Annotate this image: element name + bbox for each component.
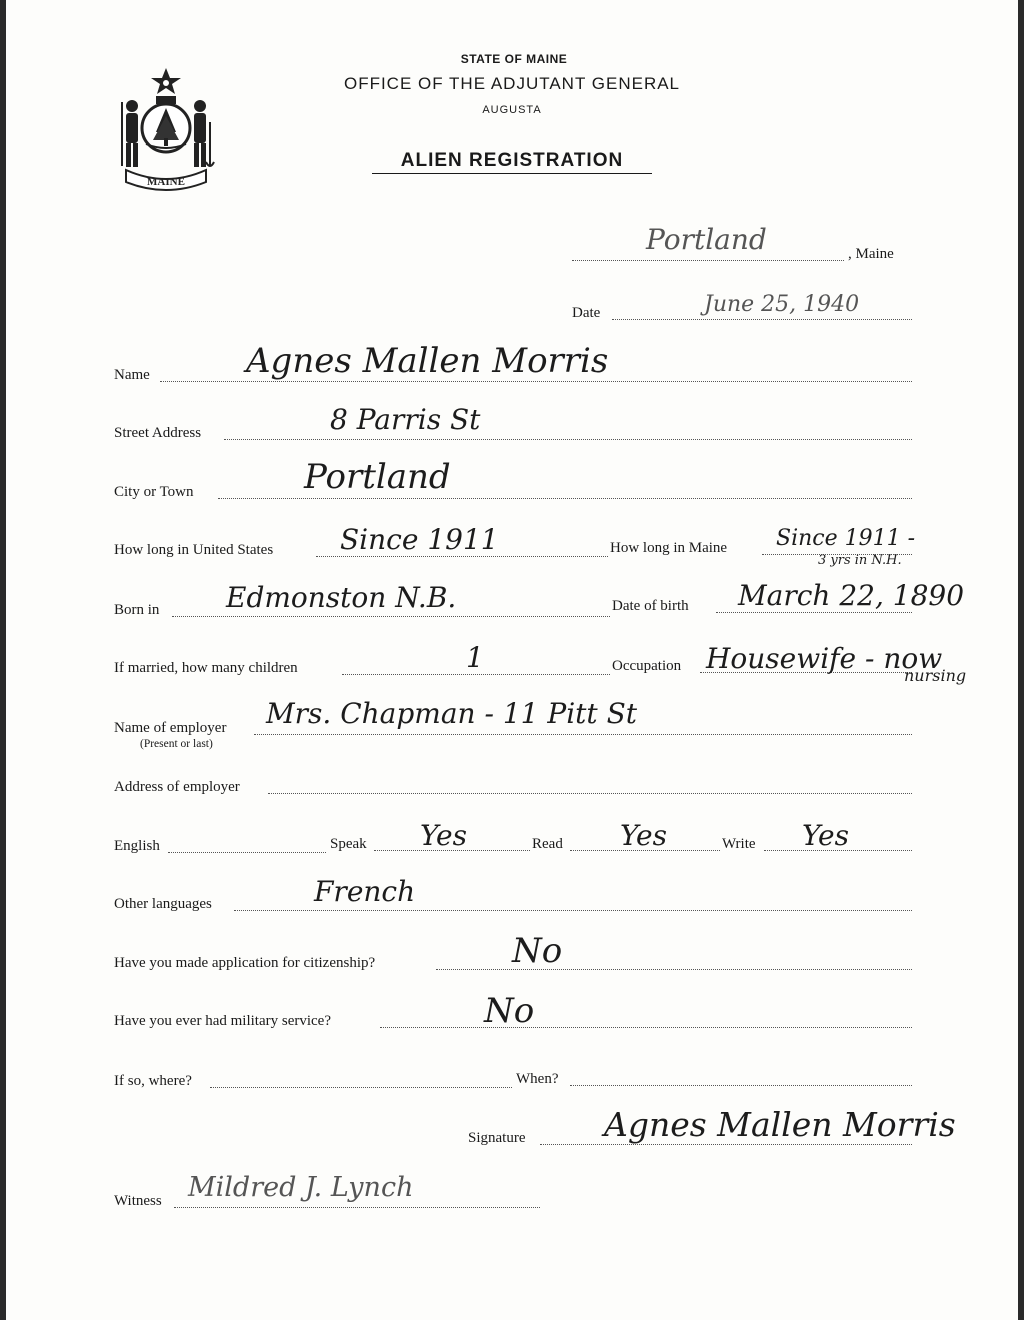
other-languages-label: Other languages — [114, 896, 212, 912]
employer-note: (Present or last) — [140, 738, 213, 750]
if-so-where-label: If so, where? — [114, 1073, 192, 1089]
citizenship-value: No — [512, 931, 563, 971]
occupation-note: nursing — [904, 666, 967, 685]
town-line — [572, 260, 844, 261]
when-label: When? — [516, 1071, 559, 1087]
witness-value: Mildred J. Lynch — [188, 1172, 414, 1203]
header-state: STATE OF MAINE — [460, 52, 568, 66]
street-address-line — [224, 439, 912, 440]
military-label: Have you ever had military service? — [114, 1013, 331, 1029]
born-in-line — [172, 616, 610, 617]
header-office: OFFICE OF THE ADJUTANT GENERAL — [343, 74, 681, 93]
military-line — [380, 1027, 912, 1028]
speak-label: Speak — [330, 836, 367, 852]
when-line — [570, 1085, 912, 1086]
date-of-birth-value: March 22, 1890 — [738, 579, 965, 612]
name-value: Agnes Mallen Morris — [246, 341, 609, 381]
other-languages-line — [234, 910, 912, 911]
maine-suffix-label: , Maine — [848, 246, 894, 262]
born-in-value: Edmonston N.B. — [226, 581, 457, 614]
date-of-birth-line — [716, 612, 912, 613]
form-title: ALIEN REGISTRATION — [372, 150, 652, 174]
date-of-birth-label: Date of birth — [612, 598, 689, 614]
seal-ribbon-text: MAINE — [147, 176, 185, 188]
how-long-maine-label: How long in Maine — [610, 540, 728, 556]
other-languages-value: French — [314, 875, 416, 908]
employer-name-line — [254, 734, 912, 735]
city-line — [218, 498, 912, 499]
citizenship-line — [436, 969, 912, 970]
born-in-label: Born in — [114, 602, 160, 618]
how-long-us-line — [316, 556, 608, 557]
date-value: June 25, 1940 — [704, 292, 860, 317]
english-line — [168, 852, 326, 853]
speak-value: Yes — [420, 819, 467, 852]
witness-label: Witness — [114, 1193, 162, 1209]
how-long-maine-note: 3 yrs in N.H. — [818, 553, 902, 568]
signature-label: Signature — [468, 1130, 526, 1146]
header-city: AUGUSTA — [482, 104, 542, 116]
scan-edge-right — [1018, 0, 1024, 1320]
citizenship-label: Have you made application for citizenship? — [114, 955, 376, 971]
employer-address-label: Address of employer — [114, 779, 240, 795]
how-long-us-label: How long in United States — [114, 542, 274, 558]
military-value: No — [484, 991, 535, 1031]
scan-edge-left — [0, 0, 6, 1320]
employer-name-value: Mrs. Chapman - 11 Pitt St — [266, 697, 637, 730]
children-value: 1 — [466, 641, 484, 674]
employer-address-line — [268, 793, 912, 794]
how-long-us-value: Since 1911 — [340, 523, 499, 556]
children-label: If married, how many children — [114, 660, 298, 676]
date-line — [612, 319, 912, 320]
signature-line — [540, 1144, 912, 1145]
occupation-label: Occupation — [612, 658, 682, 674]
name-line — [160, 381, 912, 382]
write-value: Yes — [802, 819, 849, 852]
street-address-value: 8 Parris St — [330, 403, 481, 436]
name-label: Name — [114, 367, 150, 383]
signature-value: Agnes Mallen Morris — [604, 1105, 956, 1144]
read-label: Read — [532, 836, 563, 852]
read-value: Yes — [620, 819, 667, 852]
witness-line — [174, 1207, 540, 1208]
town-value: Portland — [646, 223, 767, 256]
english-label: English — [114, 838, 160, 854]
city-value: Portland — [304, 457, 451, 497]
how-long-maine-value: Since 1911 - — [776, 526, 916, 551]
date-label: Date — [572, 305, 601, 321]
write-label: Write — [722, 836, 756, 852]
if-so-where-line — [210, 1087, 512, 1088]
employer-name-label: Name of employer — [114, 720, 227, 736]
street-address-label: Street Address — [114, 425, 202, 441]
children-line — [342, 674, 610, 675]
city-label: City or Town — [114, 484, 194, 500]
occupation-value: Housewife - now — [706, 642, 943, 675]
